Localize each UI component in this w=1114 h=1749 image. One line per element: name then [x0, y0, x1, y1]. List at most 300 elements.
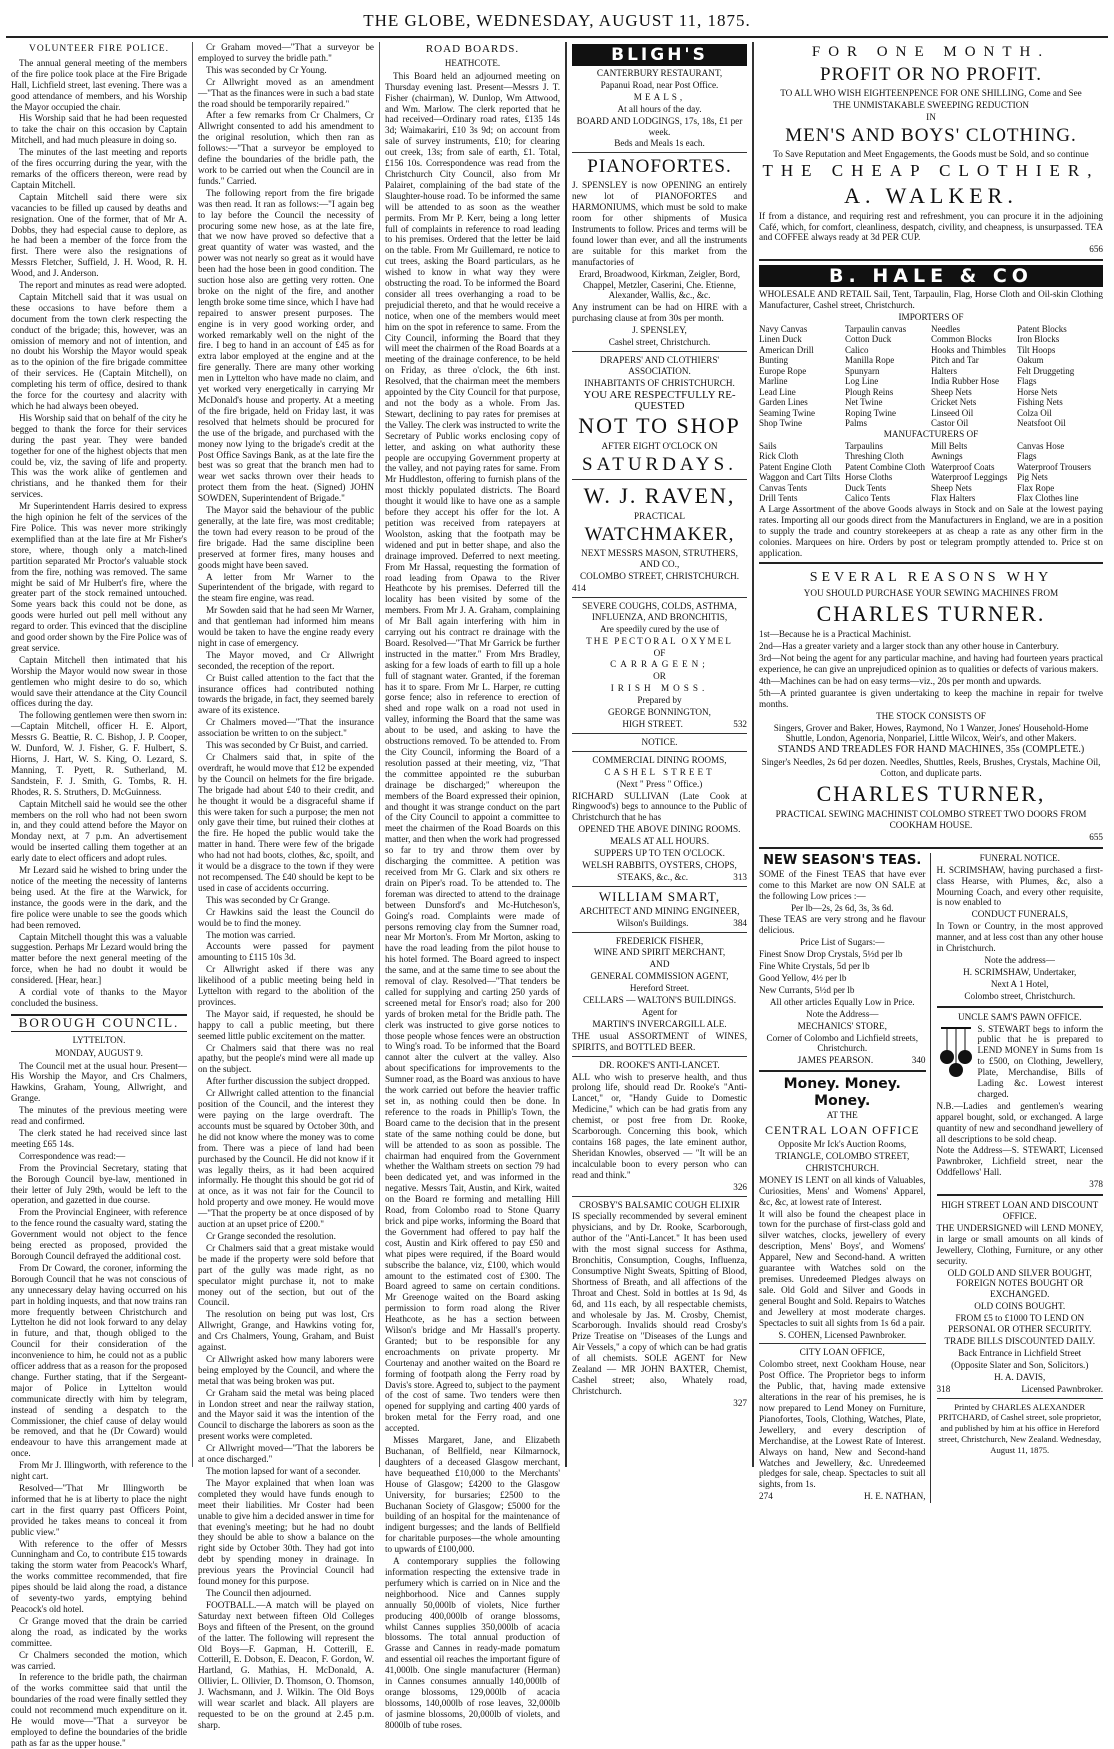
funeral-addr: Colombo street, Christchurch. — [964, 990, 1076, 1001]
dining-num: 313 — [733, 871, 747, 882]
article-paragraph: Cr Chalmers said that, in spite of the overdraft, he would move that £12 be expended by the Council on helmets for the fire brigade. The brigade had about £40 to their credit, and he thought it would be a disgraceful shame if this were taken for such a purpose; the men not only gave their time, but ruined their clothes at the fire. He hoped the public would take the matter in hand. There were few of the brigade who had not had boots, clothes, &c, spoilt, and it would be a disgrace to the town if they were not recompensed. The £40 should be kept to be used in case of accidents occurring. — [198, 752, 374, 893]
city-title: CITY LOAN OFFICE, — [799, 1347, 885, 1358]
article-paragraph: The minutes of the last meeting and reports of the fires occurring during the year, with the remarks of the officers thereon, were read by Captain Mitchell. — [11, 147, 187, 190]
article-paragraph: Cr Buist called attention to the fact that the insurance offices had contributed nothing towards the brigade, in fact, they seemed barely aware of its existence. — [198, 672, 374, 716]
funeral-note: Note the address— — [984, 954, 1055, 965]
article-paragraph: This was seconded by Cr Buist, and carried. — [206, 740, 369, 751]
goods-item: Pitch and Tar — [931, 355, 979, 366]
funeral-conduct: CONDUCT FUNERALS, — [971, 909, 1068, 920]
goods-item: Plough Reins — [845, 386, 894, 397]
divider — [572, 351, 747, 352]
funeral-sign: H. SCRIMSHAW, Undertaker, — [963, 966, 1077, 977]
walker-name: A. WALKER. — [844, 182, 1018, 208]
lower-right-ads — [937, 853, 1104, 1503]
turner-should: YOU SHOULD PURCHASE YOUR SEWING MACHINES FROM — [803, 588, 1059, 599]
goods-item: Fishing Nets — [1017, 397, 1063, 408]
dining-body: RICHARD SULLIVAN (Late Cook at Ringwood's) begs to announce to the Public of Christchurch that he has — [572, 790, 747, 823]
bligh-board: BOARD AND LODGINGS, 17s, 18s, £1 per week. — [576, 115, 743, 137]
hale-title: B. HALE & CO — [759, 265, 1103, 287]
goods-item: Mill Belts — [931, 440, 968, 451]
article-paragraph: From the Provincial Engineer, with reference to the fence round the casualty ward, stating the Government would not object to the fence being erected as proposed, provided the Borough Council defrayed the additional cost. — [11, 1207, 187, 1261]
article-paragraph: Cr Chalmers seconded the motion, which was carried. — [11, 1649, 187, 1671]
article-paragraph: Mr Sowden said that he had seen Mr Warner, and that gentleman had informed him means would be taken to have the engine ready every night in case of emergency. — [198, 605, 374, 648]
article-paragraph: His Worship said that on behalf of the city he begged to thank the force for their services during the past year. They were banded together for one of the highest objects that men could be, viz, the saving of life and property. This was the work alike of gentlemen and christians, and he thanked them for their services. — [11, 412, 187, 500]
high-lic-row — [937, 1384, 1104, 1395]
goods-column — [1017, 324, 1103, 429]
article-paragraph: This Board held an adjourned meeting on Thursday evening last. Present—Messrs J. T. Fisher (chairman), W. Dunlop, Wm Attwood, and Wm. Marlow. The clerk reported that he had received—Ordinary road rates, £135 14s 3d; Waimakariri, £10 3s 9d; on account from sale of survey instruments, £10; for clearing out creek, 13s; from sale of earth, £1. Total, £156 10s. Correspondence was read from the Christchurch City Council, also from Mr Palairet, complaining of the bad state of the Slaughter-house road. To be informed the same will be attended to as soon as the weather permits. From Mr P. Kerr, being a long letter full of complaints in reference to road leading to his premises. Ordered that the letter be laid on the table. From Mr Guillemard, re notice to cut trees, asking the Board particulars, as he wished to know in what way they were obstructing the road. To be informed the Board consider all trees overhanging a road to be prejudicial thereto, and that he would receive a notice, when one of the members would meet him on the spot in reference to same. From the City Council, informing the Board that they will meet the chairmen of the Road Boards at a meeting of the drainage conference, to be held on Friday, as three o'clock, the 6th inst. Resolved, that the chairman meet the members appointed by the City Council for that purpose, and not the body as a whole. From Jas. Stewart, declining to pay rates for premises at the Valley. The clerk was instructed to write the Secretary of Public works enclosing copy of letter, and asking on what authority these people are occupying Government property at the valley, and not paying rates for same. From Mr Huddleston, offering to furnish plans of the most thickly populated districts. The Board thought it would like to have one as a sample before they accept his offer for the lot. A petition was received from ratepayers at Woolston, asking that the footpath may be widened and put in better shape, and also the drainage improved. Deferred to next meeting. From Mr Hassal, requesting the formation of road leading from Opawa to the River Heathcote by his premises. Deferred till the locality has been visited by some of the members. From Mr J. A. Graham, complaining of Mr Ball again interfering with him in carrying out his contract re drainage with the Board. Resolved—"That Mr Garrick be further instructed in the matter." From Mrs Bradley, asking for a few loads of earth to fill up a hole full of stagnant water. Granted, if the foreman has it to spare. From Mr L. Harper, re cutting gorse fence; also in reference to erection of shed and rope walk on a road not used in valley, informing the Board that the same was about to be used, and asking to have the obstructions removed. To be attended to. From the City Council, informing the Board of a resolution passed at their meeting, viz, "That the committee appointed re the suburban drainage be discharged;" whereupon the members of the Board expressed their opinion, and thought it was strange conduct on the part of the City Council to appoint a committee to meet the chairmen of the Road Boards on this matter, and then when the work had progressed so far to try and throw them over by discharging the committee. A petition was received from Mr G. Clark and six others re drain on Piper's road. To be attended to. The foreman was directed to attend to the drainage between Dunsford's and Mc-Hutcheson's, Going's road. Complaints were made of persons removing clay from the Sumner road, near Mr Morton's. From Mr Morton, asking to have the road leading from the pilot house to his hotel formed. The Board agreed to inspect the same, and at the same time to see about the removal of clay. Resolved—"That tenders be called for supplying and carting 250 yards of screened metal for Ensor's road; also for 200 yards of broken metal for the Bridle path. The clerk was instructed to give gorse notices to those people whose fences were an obstruction to Wing's road. To be informed that the Board cannot alter the culvert at the valley. Also about specifications for improvements to the Sumner road, as the Board was anxious to have the work carried out before the heavier traffic set in, as nothing could then be done. In reference to the roads in Phillip's Town, the Board came to the decision that in the present state of the same nothing could be done, but will be attended to as soon as possible. The chairman had enquired from the Government whether the Waltham streets on section 79 had been dedicated yet, and was informed in the negative. Messrs Tait, Austin, and Kirk, waited on the Board re forming and metalling Hill Road, from Colombo road to Stone Quarry brick and pipe works, informing the Board that the Government had offered to pay half the cost, Austin and Kirk offered to pay £50 and what pipes were required, if the Board would subscribe the balance, viz, £100, which would amount to the estimated cost of £300. The Board agreed to same on certain conditions. Mr Greenoge waited on the Board asking permission to form road along the River Heathcote, as he has a section between Wilson's bridge and Mr Hassall's property. Granted; but to be responsible for any encroachments on private property. Mr Courtenay and another waited on the Board re forming of footpath along the Ferry road by Davis's store. Agreed to, subject to the payment of the cost of same. Two tenders were then opened for supplying and carting 400 yards of broken metal for the Ferry road, and one accepted. — [385, 70, 560, 1434]
oxymel-st: HIGH STREET. — [622, 718, 683, 729]
article-paragraph: Cr Allwright moved as an amendment—"That as the finances were in such a bad state the road should be temporarily repaired." — [198, 76, 374, 109]
turner-reason-item: 3rd—Not being the agent for any particular machine, and having had fourteen years practical experience, he can give an unprejudiced opinion as to qualities or defects of various makers. — [759, 653, 1103, 675]
teas-sign-row — [759, 1055, 926, 1066]
teas-body: SOME of the Finest TEAS that have ever come to this Market are now ON SALE at the following Low prices :— — [759, 868, 926, 901]
borough-article — [11, 1061, 187, 1749]
bligh-addr: Papanui Road, near Post Office. — [600, 79, 719, 90]
uncle-num: 378 — [1089, 1179, 1103, 1190]
balsam-num: 327 — [733, 1397, 747, 1408]
goods-item: Waggon and Cart Tilts — [759, 472, 841, 483]
goods-item: Manilla Rope — [845, 355, 895, 366]
goods-item: Shop Twine — [759, 418, 802, 429]
oxymel-street — [572, 719, 747, 730]
goods-item: Hooks and Thimbles — [931, 344, 1006, 355]
goods-item: Net Twine — [845, 397, 883, 408]
goods-column — [759, 324, 845, 429]
raven-trade: WATCHMAKER, — [584, 524, 735, 546]
divider — [572, 152, 747, 153]
pianofortes-title: PIANOFORTES. — [587, 156, 732, 178]
raven-num: 414 — [572, 583, 586, 593]
goods-item: Seaming Twine — [759, 407, 815, 418]
rooke-num: 326 — [733, 1181, 747, 1192]
teas-other: All other articles Equally Low in Price. — [769, 996, 915, 1007]
article-paragraph: The Mayor said, if requested, he should be happy to call a public meeting, but there seemed little public excitement on the matter. — [198, 1008, 374, 1041]
turner-num: 655 — [1089, 831, 1103, 842]
article-paragraph: Cr Graham moved—"That a surveyor be employed to survey the bridle path." — [198, 42, 374, 63]
goods-item: Sheep Nets — [931, 482, 972, 493]
goods-item: Bunting — [759, 355, 789, 366]
fisher-name: FREDERICK FISHER, — [615, 935, 704, 946]
goods-item: Canvas Hose — [1017, 440, 1065, 451]
goods-item: Iron Blocks — [1017, 334, 1060, 345]
article-paragraph: A letter from Mr Warner to the Superintendent of the brigade, with regard to the steam fire engine, was read. — [198, 571, 374, 604]
goods-item: Patent Blocks — [1017, 323, 1067, 334]
article-paragraph: This was seconded by Cr Young. — [206, 64, 327, 75]
lower-ads — [759, 853, 1103, 1503]
money-body: MONEY IS LENT on all kinds of Valuables, Curiosities, Mens' and Womens' Apparel, &c, &c, at lowest rate of Interest. — [759, 1174, 926, 1207]
drapers-title: DRAPERS' AND CLOTHIERS' ASSOCIATION. — [599, 354, 720, 376]
walker-unmistakable: THE UNMISTAKABLE SWEEPING REDUCTION — [832, 99, 1029, 110]
article-paragraph: Cr Allwright moved—"That the laborers be at once discharged." — [198, 1443, 374, 1465]
money-body2: It will also be found the cheapest place in town for the purchase of first-class gold and silver watches, clocks, jewellery of every description, Mens' Boys', and Womens' Apparel, New and Second-hand. A written guarantee with Watches sold on the premises. Unredeemed Pledges always on sale. Old Gold and Silver and Goods in general Bought and Sold. Repairs to Watches and Jewellery at most moderate charges. Spectacles to suit all sights from 1s 6d a pair. — [759, 1208, 926, 1328]
heathcote-subheading: HEATHCOTE. — [444, 57, 501, 68]
goods-item: Needles — [931, 323, 960, 334]
fire-police-heading: VOLUNTEER FIRE POLICE. — [29, 44, 169, 54]
goods-item: Marline — [759, 376, 788, 387]
goods-item: Flax Rope — [1017, 482, 1055, 493]
balsam-body: IS specially recommended by several eminent physicians, and by Dr. Rooke, Scarborough, author of the "Anti-Lancet." It has been used with the most signal success for Asthma, Bronchitis, Consumption, Coughs, Influenza, Consumptive Night Sweats, Spitting of Blood, Shortness of Breath, and all affections of the Throat and Chest. Sold in bottles at 1s 9d, 4s 6d, and 11s each, by all respectable chemists, and wholesale by Jas. M. Crosby, Chemist, Scarborough. Invalids should read Crosby's Prize Treatise on "Diseases of the Lungs and Air Vessels," a copy of which can be had gratis of all chemists. SOLE AGENT for New Zealand — MR JOHN BAXTER, Chemist, Cashel street; also, Whately road, Christchurch. — [572, 1211, 747, 1396]
goods-item: Threshing Cloth — [845, 451, 904, 462]
article-paragraph: Captain Mitchell said he would see the other members on the roll who had not been sworn in, and they could attend before the Mayor on Monday next, at 7 p.m. An advertisement would be inserted calling them together at an early date to elect officers and adopt rules. — [11, 798, 187, 864]
turner-stock-body: Singers, Grover and Baker, Howes, Raymond, No 1 Wanzer, Jones' Household-Home Shuttle, London, Agenoria, Nonpariel, Little Wilcox, Weir's, and other Makers. — [773, 722, 1089, 744]
goods-item: Drill Tents — [759, 493, 798, 504]
cheap-clothier: THE CHEAP CLOTHIER, — [762, 160, 1100, 180]
article-paragraph: The annual general meeting of the members of the fire police took place at the Fire Brigade Hall, Lichfield street, last evening. There was a good attendance of members, and his Worship the Mayor occupied the chair. — [11, 57, 187, 112]
road-boards-article — [385, 71, 560, 1731]
goods-item: Horse Nets — [1017, 386, 1058, 397]
fisher-ale: MARTIN'S INVERCARGILL ALE. — [592, 1018, 727, 1029]
smart-trade: ARCHITECT AND MINING ENGINEER, — [579, 905, 740, 916]
walker-in: IN — [926, 111, 936, 122]
hale-manufacturers-list — [759, 441, 1103, 504]
divider — [759, 1070, 926, 1072]
money-at: AT THE — [826, 1110, 858, 1121]
raven-next: NEXT MESSRS MASON, STRUTHERS, AND CO., — [581, 548, 738, 570]
raven-name: W. J. RAVEN, — [583, 483, 736, 509]
borough-council-heading: BOROUGH COUNCIL. — [11, 1014, 187, 1032]
teas-price-item: Fine White Crystals, 5d per lb — [759, 961, 870, 972]
goods-item: Tilt Hoops — [1017, 344, 1056, 355]
goods-item: Palms — [845, 418, 868, 429]
goods-column — [845, 441, 931, 504]
goods-item: Europe Rope — [759, 365, 807, 376]
city-sign: H. E. NATHAN, — [864, 1491, 926, 1502]
pianofortes-makers: Erard, Broadwood, Kirkman, Zeigler, Bord, Chappel, Metzler, Caserini, Che. Etienne, Alexander, Wallis, &c., &c. — [578, 268, 741, 301]
divider — [759, 562, 1103, 564]
divider — [572, 1196, 747, 1197]
goods-item: Flags — [1017, 451, 1037, 462]
walker-body: If from a distance, and requiring rest and refreshment, you can procure it in the adjoining Café, which, for comfort, cleanliness, despatch, civility, and cheapness, is unsurpassed. TEA and COFFEE always ready at 3d PER CUP. — [759, 210, 1103, 243]
goods-item: Flags — [1017, 376, 1037, 387]
article-paragraph: Cr Grange seconded the resolution. — [206, 1230, 336, 1241]
bligh-sub: CANTERBURY RESTAURANT, — [596, 68, 723, 78]
high-gold: OLD GOLD AND SILVER BOUGHT, FOREIGN NOTES BOUGHT OR EXCHANGED. — [947, 1267, 1092, 1300]
article-paragraph: The report and minutes as read were adopted. — [19, 280, 187, 291]
road-boards-heading: ROAD BOARDS. — [425, 43, 520, 55]
profit-heading: PROFIT OR NO PROFIT. — [819, 64, 1042, 85]
article-paragraph: Cr Chalmers said that a great mistake would be made if the property were sold before that part of the gully was made right, as no speculator might purchase it, not to make money out of the section, but out of the Council. — [198, 1242, 374, 1308]
masthead — [6, 6, 1108, 38]
fisher-and: AND — [649, 959, 670, 970]
borough-place: LYTTELTON. — [72, 1034, 126, 1045]
goods-item: Calico — [845, 344, 869, 355]
divider — [937, 1398, 1104, 1399]
column-1 — [6, 42, 193, 1748]
oxymel-name1: THE PECTORAL OXYMEL — [586, 635, 733, 646]
divider — [572, 886, 747, 887]
goods-item: Canvas Tents — [759, 482, 807, 493]
oxymel-num: 532 — [733, 718, 747, 729]
money-city: CHRISTCHURCH. — [805, 1162, 879, 1173]
dining-meals: MEALS AT ALL HOURS. — [609, 836, 710, 847]
article-paragraph: The clerk stated he had received since last meeting £65 14s. — [11, 1128, 187, 1149]
lower-left-ads — [759, 853, 931, 1503]
article-paragraph: Cr Chalmers said that there was no real apathy, but the people's mind were all made up on the subject. — [198, 1042, 374, 1075]
divider — [759, 847, 1103, 849]
masthead-title: THE GLOBE, WEDNESDAY, AUGUST 11, 1875. — [363, 11, 751, 30]
dining-steaks-row — [572, 872, 747, 883]
high-coin: OLD COINS BOUGHT. — [974, 1301, 1066, 1312]
money-opp: Opposite Mr Ick's Auction Rooms, — [778, 1139, 907, 1150]
article-paragraph: Cr Chalmers moved—"That the insurance association be written to on the subject." — [198, 717, 374, 739]
bligh-beds: Beds and Meals 1s each. — [614, 138, 705, 149]
goods-item: Duck Tents — [845, 482, 886, 493]
balsam-title: CROSBY'S BALSAMIC COUGH ELIXIR — [579, 1199, 740, 1210]
teas-num: 340 — [911, 1055, 926, 1066]
article-paragraph: The Mayor explained that when loan was completed they would have funds enough to meet their liabilities. Mr Coster had been unable to give him a decided answer in time for that evening's meeting; but he had no doubt they should be able to show a balance on the right side by October 30th. They had got into debt by spending money in drainage. In previous years the Provincial Council had found money for this purpose. — [198, 1477, 374, 1587]
article-paragraph: The motion lapsed for want of a seconder. — [206, 1466, 361, 1476]
article-paragraph: Captain Mitchell said that it was usual on these occasions to have before them a document from the town clerk respecting the conduct of the brigade; this, however, was an omission of memory and not of intention, and no doubt his Worship the Mayor would speak as to the opinion of the fire brigade committee of their services. He (Captain Mitchell), on completing his term of office, desired to thank the force for the courtesy and alacrity with which he had always been obeyed. — [11, 291, 187, 411]
article-paragraph: Cr Hawkins said the least the Council do would be to find the money. — [198, 906, 374, 928]
divider — [572, 597, 747, 598]
uncle-body: S. STEWART begs to inform the public that he is prepared to LEND MONEY in Sums from 1s to £500, on Clothing, Jewellery, Plate, Merchandise, Bills of Lading &c. Lowest interest charged. — [977, 1023, 1103, 1099]
funeral-title: FUNERAL NOTICE. — [979, 852, 1060, 863]
goods-item: Garden Lines — [759, 397, 808, 408]
goods-item: Neatsfoot Oil — [1017, 418, 1066, 429]
high-from: FROM £5 to £1000 TO LEND ON PERSONAL OR OTHER SECURITY. — [948, 1313, 1092, 1335]
dining-title: COMMERCIAL DINING ROOMS, — [592, 754, 727, 765]
dining-press: (Next " Press " Office.) — [616, 778, 703, 789]
teas-note: Note the Address— — [806, 1008, 879, 1019]
goods-item: Roping Twine — [845, 407, 896, 418]
goods-item: Pig Nets — [1017, 472, 1048, 483]
article-paragraph: Cr Allwright asked if there was any likelihood of a public meeting being held in Lyttelton with regard to the abolition of the provinces. — [198, 964, 374, 1007]
goods-item: Waterproof Coats — [931, 461, 995, 472]
article-paragraph: After a few remarks from Cr Chalmers, Cr Allwright consented to add his amendment to the original resolution, which then ran as follows:—"That a surveyor be employed to define the boundaries of the bridle path, the work to be carried out when the Council are in funds." Carried. — [198, 110, 374, 186]
rooke-title: DR. ROOKE'S ANTI-LANCET. — [599, 1059, 720, 1070]
article-paragraph: Captain Mitchell then intimated that his Worship the Mayor would now swear in those gentlemen who might desire to do so, which would save their attendance at the City Council offices during the day. — [11, 654, 187, 709]
goods-item: Rick Cloth — [759, 451, 799, 462]
goods-item: Navy Canvas — [759, 323, 808, 334]
turner-name2: CHARLES TURNER, — [816, 781, 1046, 807]
article-paragraph: The Mayor moved, and Cr Allwright seconded, the reception of the report. — [198, 649, 374, 671]
city-body: Colombo street, next Cookham House, near Post Office. The Proprietor begs to inform the Public, that, having made extensive alterations in the rear of his premises, he is now prepared to Lend Money on Furniture, Pianofortes, Tools, Clothing, Watches, Plate, Jewellery, and every description of Merchandise, at the Lowest Rate of Interest. Always on hand, New and Second-hand Watches and Jewellery, &c. Unredeemed pledges for sale, cheap. Spectacles to suit all sights, from 1s. — [759, 1359, 926, 1490]
oxymel-by: GEORGE BONNINGTON, — [608, 707, 711, 718]
borough-date: MONDAY, AUGUST 9. — [55, 1047, 143, 1058]
walker-all: TO ALL WHO WISH EIGHTEENPENCE FOR ONE SHILLING, Come and See — [780, 88, 1082, 98]
goods-item: India Rubber Hose — [931, 376, 999, 387]
divider — [937, 1194, 1104, 1196]
goods-item: Linen Duck — [759, 334, 802, 345]
article-paragraph: Cr Graham said the metal was being placed in London street and near the railway station, and the Mayor said it was the intention of the Council to discharge the laborers as soon as the present works were completed. — [198, 1387, 374, 1442]
bligh-meals: MEALS, — [633, 91, 686, 102]
fisher-street: Hereford Street. — [629, 983, 690, 994]
article-paragraph: The Council met at the usual hour. Present—His Worship the Mayor, and Crs Chalmers, Hawkins, Graham, Young, Allwright, and Grange. — [11, 1060, 187, 1104]
notice-heading: NOTICE. — [641, 736, 678, 747]
borough-article-continued — [198, 42, 374, 1731]
uncle-title: UNCLE SAM'S PAWN OFFICE. — [957, 1011, 1082, 1022]
column-3 — [380, 42, 567, 1730]
goods-column — [1017, 441, 1103, 504]
divider — [572, 1056, 747, 1057]
article-paragraph: Accounts were passed for payment amounting to £115 10s 3d. — [198, 941, 374, 963]
goods-item: Sheep Nets — [931, 386, 972, 397]
high-title: HIGH STREET LOAN AND DISCOUNT OFFICE. — [941, 1200, 1099, 1221]
article-paragraph: Misses Margaret, Jane, and Elizabeth Buchanan, of Bellfield, near Kilmarnock, daughters of a deceased Glasgow merchant, have bequeathed £10,000 to the Merchants' House of Glasgow; £4200 to the Glasgow University, for bursaries; £2500 to the Buchanan Society of Glasgow; £5000 for the building of an hospital for the maintenance of indigent burgesses; and the lands of Bellfield for charitable purposes—the whole amounting to upwards of £100,000. — [385, 1435, 560, 1555]
column-5-ads — [754, 42, 1108, 1502]
pianofortes-body: J. SPENSLEY is now OPENING an entirely new lot of PIANOFORTES and HARMONIUMS, which must be sold to make room for other shipments of Musica Instruments to follow. Prices and terms will be found lower than ever, and all the instruments are suitable for this market from the manufactories of — [572, 180, 747, 267]
turner-reason-item: 5th—A printed guarantee is given undertaking to keep the machine in repair for twelve months. — [759, 687, 1103, 709]
dining-welsh: WELSH RABBITS, OYSTERS, CHOPS, — [582, 859, 737, 870]
divider — [572, 751, 747, 752]
article-paragraph: FOOTBALL.—A match will be played on Saturday next between fifteen Old Colleges Boys and fifteen of the Present, on the ground of the latter. The following will represent the Old Boys—F. Gapman, H. Cotterill, E. Cotterill, E. Dobson, E. Deacon, F. Gordon, W. Hartland, G. Mathias, H. McDonald, A. Ollivier, L. Ollivier, D. Thomson, O. Thomson, J. Wachsmann, and J. Wilkin. The Old Boys will wear scarlet and black. All players are requested to be on the ground at 2.45 p.m. sharp. — [198, 1599, 374, 1730]
money-sign: S. COHEN, Licensed Pawnbroker. — [778, 1329, 907, 1340]
city-num: 274 — [759, 1491, 773, 1502]
dining-street: CASHEL STREET — [604, 766, 715, 777]
article-paragraph: Cr Allwright asked how many laborers were being employed by the Council, and where the metal that was being broken was put. — [198, 1353, 374, 1386]
article-paragraph: From Dr Coward, the coroner, informing the Borough Council that he was not conscious of any unnecessary delay having occurred on his part in holding inquests, and that now trains ran more frequently between Christchurch and Lyttelton he did not look forward to any delay in future, and that, though obliged to the Council for their consideration of the inconvenience to him, he could not as a public officer address that as a reason for the proposed change. Further stating, that if the Sergeant-major of Police in Lyttelton would communicate directly with him by telegram, instead of sending a despatch to the Commissioner, the chief cause of delay would be removed, and that he (Dr Coward) would endeavour to have this arrangement made at once. — [11, 1262, 187, 1459]
goods-item: Felt Druggeting — [1017, 365, 1075, 376]
drapers-requested: YOU ARE RESPECTFULLY RE-QUESTED — [583, 388, 736, 412]
smart-addr-row — [572, 918, 747, 929]
article-paragraph: Cr Allwright called attention to the financial position of the Council, and the interest they were paying on the large overdraft. The accounts must be squared by October 30th, and he did not know where the money was to come from. There was a piece of land had been purchased by the Council. He did not know if it was legally theirs, as it had been acquired informally. He thought this should be got rid of at once, as it was not fair for the Council to hold property and owe money. He would move—"That the property be at once disposed of by auction at an upset price of £200." — [198, 1088, 374, 1230]
article-paragraph: In reference to the bridle path, the chairman of the works committee said that until the boundaries of the road were finally settled they could not recommend much expenditure on it. He would move—"That a surveyor be employed to define the boundaries of the bridle path as far as the upper house." — [11, 1672, 187, 1748]
teas-prices: Per lb—2s, 2s 6d, 3s, 3s 6d. — [790, 902, 894, 913]
goods-item: Linseed Oil — [931, 407, 974, 418]
uncle-note: Note the Address—S. STEWART, Licensed Pawnbroker, Lichfield street, near the Oddfellows' Hall. — [936, 1145, 1103, 1178]
fisher-cellars: CELLARS — WALTON'S BUILDINGS. — [582, 995, 737, 1006]
article-paragraph: With reference to the offer of Messrs Cunningham and Co, to contribute £15 towards taking the storm water from Peacock's Wharf, the works committee recommended, that fire pipes should be laid along the road, a distance of seventy-two yards, emptying behind Peacock's old hotel. — [11, 1538, 187, 1614]
teas-sugar: Price List of Sugars:— — [800, 937, 885, 948]
turner-reason-item: 4th—Machines can be had on easy terms—viz., 20s per month and upwards. — [759, 675, 1042, 686]
drapers-inhab: INHABITANTS OF CHRISTCHURCH. — [584, 377, 735, 388]
rooke-body: ALL who wish to preserve health, and thus prolong life, should read Dr. Rooke's "Anti-Lancet," or, "Handy Guide to Domestic Medicine," which can be had gratis from any chemist, or post free from Dr. Rooke, Scarborough. Concerning this book, which contains 168 pages, the late eminent author, Sheridan Knowles, observed — "It will be an incalculable boon to every person who can read and think." — [572, 1071, 747, 1180]
goods-column — [845, 324, 931, 429]
hale-importers-list — [759, 324, 1103, 429]
article-paragraph: Correspondence was read:— — [19, 1150, 126, 1161]
bligh-title: BLIGH'S — [572, 44, 747, 66]
turner-stands: STANDS AND TREADLES FOR HAND MACHINES, 35s (COMPLETE.) — [777, 744, 1085, 756]
fisher-agent: GENERAL COMMISSION AGENT, — [590, 971, 729, 982]
goods-column — [759, 441, 845, 504]
goods-item: Patent Engine Cloth — [759, 461, 832, 472]
divider — [572, 479, 747, 480]
turner-name: CHARLES TURNER. — [816, 601, 1046, 627]
goods-item: Tarpaulins — [845, 440, 883, 451]
funeral-body: H. SCRIMSHAW, having purchased a first-class Hearse, with Plumes, &c, also a Mourning Coach, and every other requisite, is now enabled to — [936, 864, 1103, 908]
oxymel-name2: CARRAGEEN; — [610, 659, 709, 670]
money-office: CENTRAL LOAN OFFICE — [764, 1123, 920, 1138]
imprint: Printed by CHARLES ALEXANDER PRITCHARD, of Cashel street, sole proprietor, and published by him at his office in Hereford street, Christchurch, New Zealand. Wednesday, August 11, 1875. — [938, 1401, 1102, 1456]
smart-num: 384 — [733, 917, 747, 928]
walker-save: To Save Reputation and Meet Engagements, the Goods must be Sold, and so continue — [773, 148, 1089, 159]
goods-item: Cricket Nets — [931, 397, 977, 408]
goods-item: Halters — [931, 365, 957, 376]
goods-item: Castor Oil — [931, 418, 969, 429]
article-paragraph: This was seconded by Cr Grange. — [206, 894, 330, 905]
goods-item: Sails — [759, 440, 777, 451]
teas-price-item: New Currants, 5½d per lb — [759, 984, 855, 995]
goods-column — [931, 324, 1017, 429]
funeral-town: In Town or Country, in the most approved manner, and at less cost than any other house in Christchurch. — [936, 921, 1103, 954]
article-paragraph: The minutes of the previous meeting were read and confirmed. — [11, 1105, 187, 1127]
dining-opened: OPENED THE ABOVE DINING ROOMS. — [578, 824, 741, 835]
uncle-row — [937, 1024, 1104, 1101]
divider — [759, 259, 1103, 261]
goods-item: Lead Line — [759, 386, 796, 397]
one-month-heading: FOR ONE MONTH. — [811, 44, 1051, 60]
goods-item: Flax Halters — [931, 493, 976, 504]
oxymel-lead: SEVERE COUGHS, COLDS, ASTHMA, INFLUENZA, AND BRONCHITIS, — [582, 600, 737, 622]
article-paragraph: The following report from the fire brigade was then read. It ran as follows:—"I again beg to lay before the Council the necessity of procuring some new hose, as at the late fire, that we now have proved so defective that a great quantity of water was wasted, and the power was not nearly so great as it would have been had the hose been in good condition. The suction hose also are getting very rotten. One broke on the night of the fire, and another length broke some time since, which I have had repaired to answer present purposes. The engine is in very good working order, and worked remarkably well on the night of the fire. I beg to hand in an account of £45 as for extra labor employed at the engine and at the fire generally. There are many other working men in Lyttelton who have made no claim, and yet worked very energetically in carrying Mr McDonald's house and property. At a meeting of the fire brigade, held on Friday last, it was resolved that helmets should be procured for the use of the brigade, and purchased with the money now lying to the brigade's credit at the Post Office Savings Bank, as at the late fire the best was so great that the branch men had to wear wet sacks thrown over their heads to protect them from the heat. (Signed) JOHN SOWDEN, Superintendent of Brigade." — [198, 187, 374, 504]
article-paragraph: Cr Grange moved that the drain be carried along the road, as indicated by the works committee. — [11, 1615, 187, 1648]
fire-police-article — [11, 58, 187, 1009]
high-lic: Licensed Pawnbroker. — [1021, 1383, 1103, 1394]
goods-item: Calico Tents — [845, 493, 890, 504]
goods-item: Colza Oil — [1017, 407, 1052, 418]
goods-item: Log Line — [845, 376, 879, 387]
teas-price-item: Finest Snow Drop Crystals, 5½d per lb — [759, 949, 903, 960]
uncle-nb: N.B.—Ladies and gentlemen's wearing apparel bought, sold, or exchanged. A large quantity of new and secondhand jewellery of all descriptions to be sold cheap. — [936, 1100, 1103, 1144]
goods-item: Oakum — [1017, 355, 1044, 366]
walker-num: 656 — [1089, 244, 1103, 255]
goods-item: Waterproof Leggings — [931, 472, 1008, 483]
money-tri: TRIANGLE, COLOMBO STREET, — [775, 1151, 910, 1162]
turner-reason-item: 2nd—Has a greater variety and a larger stock than any other house in Canterbury. — [759, 641, 1059, 652]
divider — [572, 932, 747, 933]
bligh-hours: At all hours of the day. — [617, 103, 702, 114]
teas-store: MECHANICS' STORE, — [797, 1020, 887, 1031]
hale-foot: A Large Assortment of the above Goods always in Stock and on Sale at the lowest paying rates. Importing all our goods direct from the Manufacturers in England, we are in a position to supply the trade and country storekeepers at as cheap a rate as any other firm in the colonies. Marquees on hire. Orders by post or telegram promptly attended to. Price st on application. — [759, 503, 1103, 558]
article-paragraph: Mr Lezard said he wished to bring under the notice of the meeting the necessity of lanterns being used. At the fire at the Warwick, for instance, the goods were in the dark, and the fire police were unable to see the goods which had been removed. — [11, 865, 187, 930]
article-paragraph: Captain Mitchell said there were six vacancies to be filled up caused by deaths and resignation. One of the former, that of Mr A. Dobbs, they had especial cause to deplore, as he had been a member of the force from the first. There were also the resignations of Messrs Fletcher, Suffield, J. H. Wood, R. H. Wood, and J. Anderson. — [11, 191, 187, 279]
article-paragraph: The motion was carried. — [206, 929, 296, 940]
article-paragraph: From the Provincial Secretary, stating that the Borough Council bye-law, mentioned in their letter of July 29th, would be left to the operation, and gazetted in due course. — [11, 1162, 187, 1206]
oxymel-or: OR — [653, 671, 666, 682]
oxymel-name3: IRISH MOSS. — [610, 683, 709, 694]
pianofortes-hire: Any instrument can be had on HIRE with a purchasing clause at from 30s per month. — [572, 302, 747, 324]
goods-item: Spunyarn — [845, 365, 880, 376]
teas-title: NEW SEASON'S TEAS. — [763, 852, 922, 868]
saturdays: SATURDAYS. — [582, 454, 737, 476]
article-paragraph: The Mayor said the behaviour of the public generally, at the late fire, was most creditable; the town had every reason to be proud of the fire brigade. Had the same discipline been preserved at former fires, many houses and goods might have been saved. — [198, 505, 374, 570]
divider — [759, 1343, 926, 1344]
fisher-trade: WINE AND SPIRIT MERCHANT, — [593, 947, 726, 958]
column-2 — [193, 42, 380, 1730]
high-num: 318 — [936, 1383, 951, 1394]
columns — [6, 42, 1108, 1748]
turner-reasons: SEVERAL REASONS WHY — [809, 570, 1053, 586]
pawn-balls-icon — [937, 1024, 975, 1078]
article-paragraph: A cordial vote of thanks to the Mayor concluded the business. — [11, 987, 187, 1008]
article-paragraph: Captain Mitchell thought this was a valuable suggestion. Perhaps Mr Lezard would bring the matter before the next general meeting of the force, when he had no doubt it would be considered. [Hear, hear.] — [11, 931, 187, 986]
teas-corner: Corner of Colombo and Lichfield streets, Christchurch. — [766, 1032, 919, 1054]
hale-body: WHOLESALE AND RETAIL Sail, Tent, Tarpaulin, Flag, Horse Cloth and Oil-skin Clothing Manufacturer, Cashel street, Christchurch. — [759, 289, 1103, 311]
pianofortes-addr: Cashel street, Christchurch. — [608, 337, 711, 348]
goods-item: Waterproof Trousers — [1017, 461, 1092, 472]
goods-item: Flax Clothes line — [1017, 493, 1079, 504]
article-paragraph: The resolution on being put was lost, Crs Allwright, Grange, and Hawkins voting for, and Crs Chalmers, Young, Graham, and Buist against. — [198, 1309, 374, 1353]
mens-clothing: MEN'S AND BOYS' CLOTHING. — [785, 124, 1077, 146]
teas-price-item: Good Yellow, 4½ per lb — [759, 972, 847, 983]
article-paragraph: A contemporary supplies the following information respecting the extensive trade in perfumery which is carried on in Nice and the neighborhood. Nice and Cannes supply annually 50,000lb of violets, Nice further producing 400,000lb of orange blossoms, whilst Cannes supplies 350,000lb of acacia blossoms. The total annual production of Grasse and Cannes in ready-made pomatum and essential oil reaches the important figure of 41,000lb. One single manufacturer (Herman) in Cannes consumes annually 140,000lb of orange blossoms, 129,000lb of acacia blossoms, 140,000lb of rose leaves, 32,000lb of jasmine blossoms, 20,000lb of violets, and 8000lb of tube roses. — [385, 1556, 560, 1730]
high-trade: TRADE BILLS DISCOUNTED DAILY. — [944, 1335, 1095, 1346]
smart-addr: Wilson's Buildings. — [616, 917, 689, 928]
hale-importers: IMPORTERS OF — [898, 312, 964, 323]
turner-addr: PRACTICAL SEWING MACHINIST COLOMBO STREET TWO DOORS FROM COOKHAM HOUSE. — [775, 809, 1087, 830]
oxymel-cured: Are speedily cured by the use of — [600, 623, 719, 634]
goods-column — [931, 441, 1017, 504]
oxymel-of: OF — [653, 647, 666, 658]
oxymel-prep: Prepared by — [637, 695, 682, 706]
article-paragraph: His Worship said that he had been requested to take the chair on this occasion by Captain Mitchell, and had much pleasure in doing so. — [11, 113, 187, 146]
drapers-after: AFTER EIGHT O'CLOCK ON — [601, 441, 718, 452]
dining-suppers: SUPPERS UP TO TEN O'CLOCK. — [594, 848, 725, 859]
article-paragraph: The following gentlemen were then sworn in:—Captain Mitchell, officer H. E. Alport, Messrs G. Beattie, R. C. Bishop, J. P. Cooper, W. Dunford, W. J. Fisher, G. F. Hulbert, S. Hiorns, J. Hart, W. S. King, O. Lezard, S. Manning, T. Pyett, R. Sutherland, M. Sandstein, F. J. Smith, G. Tombs, R. H. Rhodes, R. S. Struthers, D. McGuinness. — [11, 710, 187, 797]
fisher-usual: THE usual ASSORTMENT of WINES, SPIRITS, and BOTTLED BEER. — [572, 1030, 747, 1052]
pianofortes-sign: J. SPENSLEY, — [632, 325, 687, 336]
raven-addr: COLOMBO STREET, CHRISTCHURCH. — [579, 571, 740, 582]
